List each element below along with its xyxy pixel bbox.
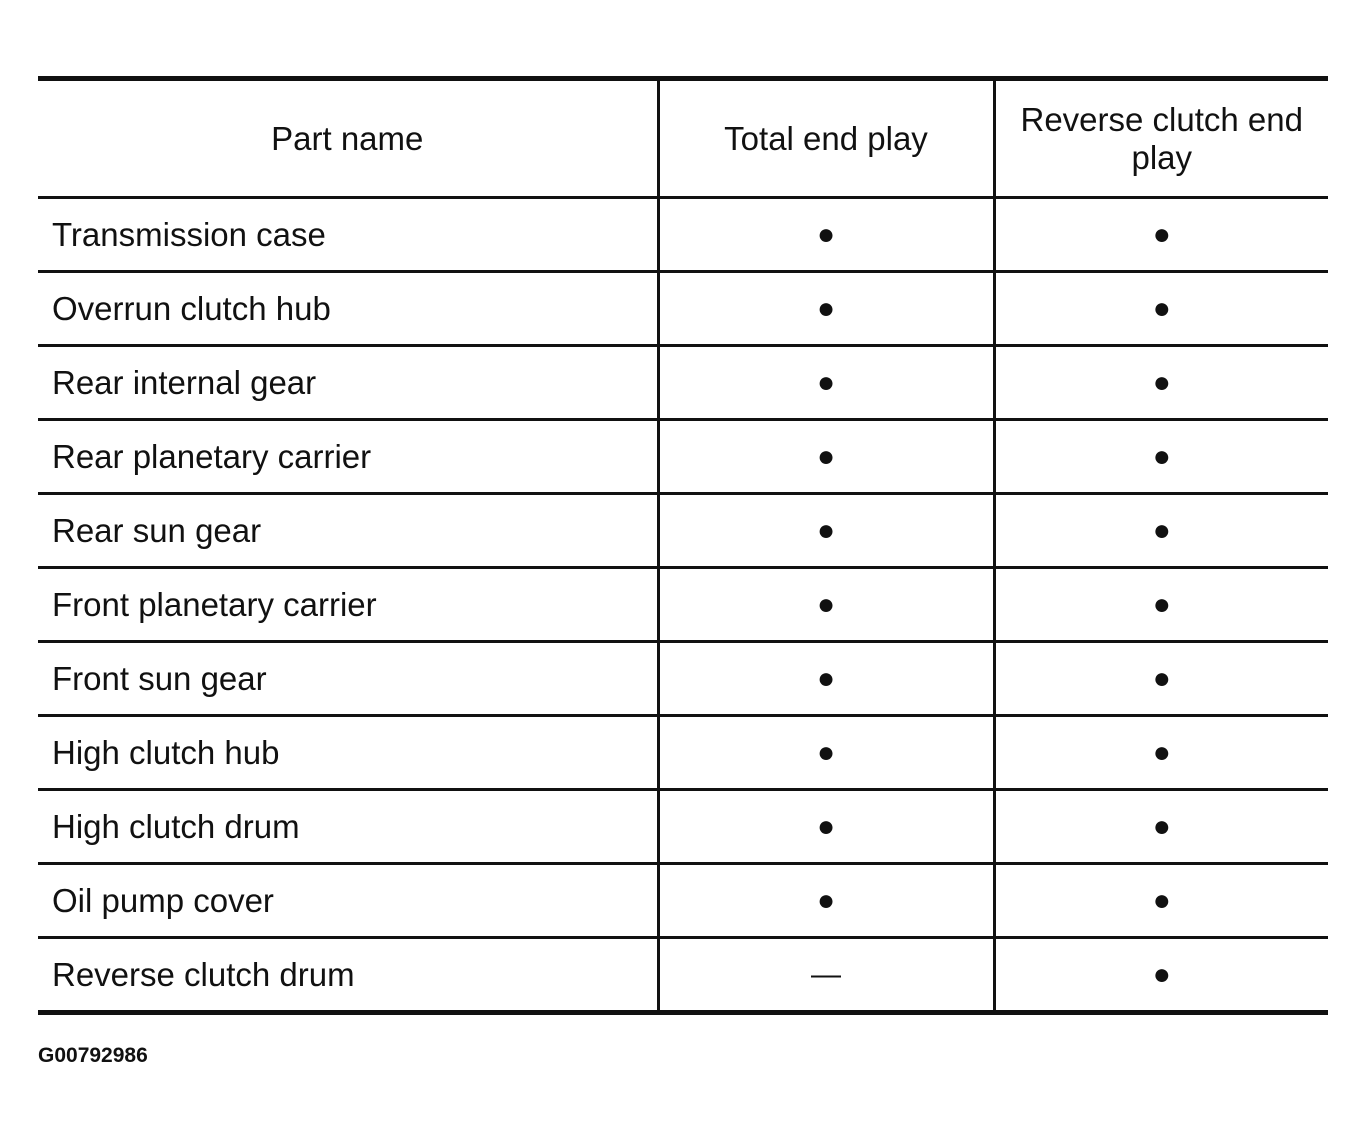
table-row bbox=[38, 568, 1328, 642]
total-end-play-mark: ● bbox=[658, 494, 994, 568]
total-end-play-mark: — bbox=[658, 938, 994, 1013]
reverse-clutch-end-play-mark: ● bbox=[994, 642, 1328, 716]
part-name-cell: Reverse clutch drum bbox=[38, 938, 658, 1013]
figure-code: G00792986 bbox=[38, 1044, 148, 1067]
reverse-clutch-end-play-mark: ● bbox=[994, 420, 1328, 494]
header-reverse-clutch-end-play: Reverse clutch end play bbox=[994, 79, 1328, 198]
end-play-table-container bbox=[38, 76, 1328, 1015]
total-end-play-mark: ● bbox=[658, 346, 994, 420]
header-part-name: Part name bbox=[38, 79, 658, 198]
table-row bbox=[38, 272, 1328, 346]
part-name-cell: Front sun gear bbox=[38, 642, 658, 716]
table-row bbox=[38, 938, 1328, 1013]
table-row bbox=[38, 420, 1328, 494]
part-name-cell: High clutch drum bbox=[38, 790, 658, 864]
total-end-play-mark: ● bbox=[658, 420, 994, 494]
part-name-cell: Transmission case bbox=[38, 198, 658, 272]
total-end-play-mark: ● bbox=[658, 716, 994, 790]
reverse-clutch-end-play-mark: ● bbox=[994, 938, 1328, 1013]
reverse-clutch-end-play-mark: ● bbox=[994, 198, 1328, 272]
reverse-clutch-end-play-mark: ● bbox=[994, 790, 1328, 864]
header-total-end-play: Total end play bbox=[658, 79, 994, 198]
total-end-play-mark: ● bbox=[658, 790, 994, 864]
table-row bbox=[38, 716, 1328, 790]
reverse-clutch-end-play-mark: ● bbox=[994, 494, 1328, 568]
total-end-play-mark: ● bbox=[658, 568, 994, 642]
table-row bbox=[38, 790, 1328, 864]
reverse-clutch-end-play-mark: ● bbox=[994, 716, 1328, 790]
total-end-play-mark: ● bbox=[658, 272, 994, 346]
part-name-cell: Rear sun gear bbox=[38, 494, 658, 568]
part-name-cell: High clutch hub bbox=[38, 716, 658, 790]
table-row bbox=[38, 346, 1328, 420]
reverse-clutch-end-play-mark: ● bbox=[994, 272, 1328, 346]
table-header-row bbox=[38, 79, 1328, 198]
part-name-cell: Front planetary carrier bbox=[38, 568, 658, 642]
table-row bbox=[38, 198, 1328, 272]
part-name-cell: Rear internal gear bbox=[38, 346, 658, 420]
reverse-clutch-end-play-mark: ● bbox=[994, 568, 1328, 642]
part-name-cell: Oil pump cover bbox=[38, 864, 658, 938]
reverse-clutch-end-play-mark: ● bbox=[994, 864, 1328, 938]
total-end-play-mark: ● bbox=[658, 198, 994, 272]
table-row bbox=[38, 642, 1328, 716]
end-play-table bbox=[38, 76, 1328, 1015]
part-name-cell: Overrun clutch hub bbox=[38, 272, 658, 346]
reverse-clutch-end-play-mark: ● bbox=[994, 346, 1328, 420]
table-row bbox=[38, 494, 1328, 568]
part-name-cell: Rear planetary carrier bbox=[38, 420, 658, 494]
table-row bbox=[38, 864, 1328, 938]
total-end-play-mark: ● bbox=[658, 642, 994, 716]
total-end-play-mark: ● bbox=[658, 864, 994, 938]
